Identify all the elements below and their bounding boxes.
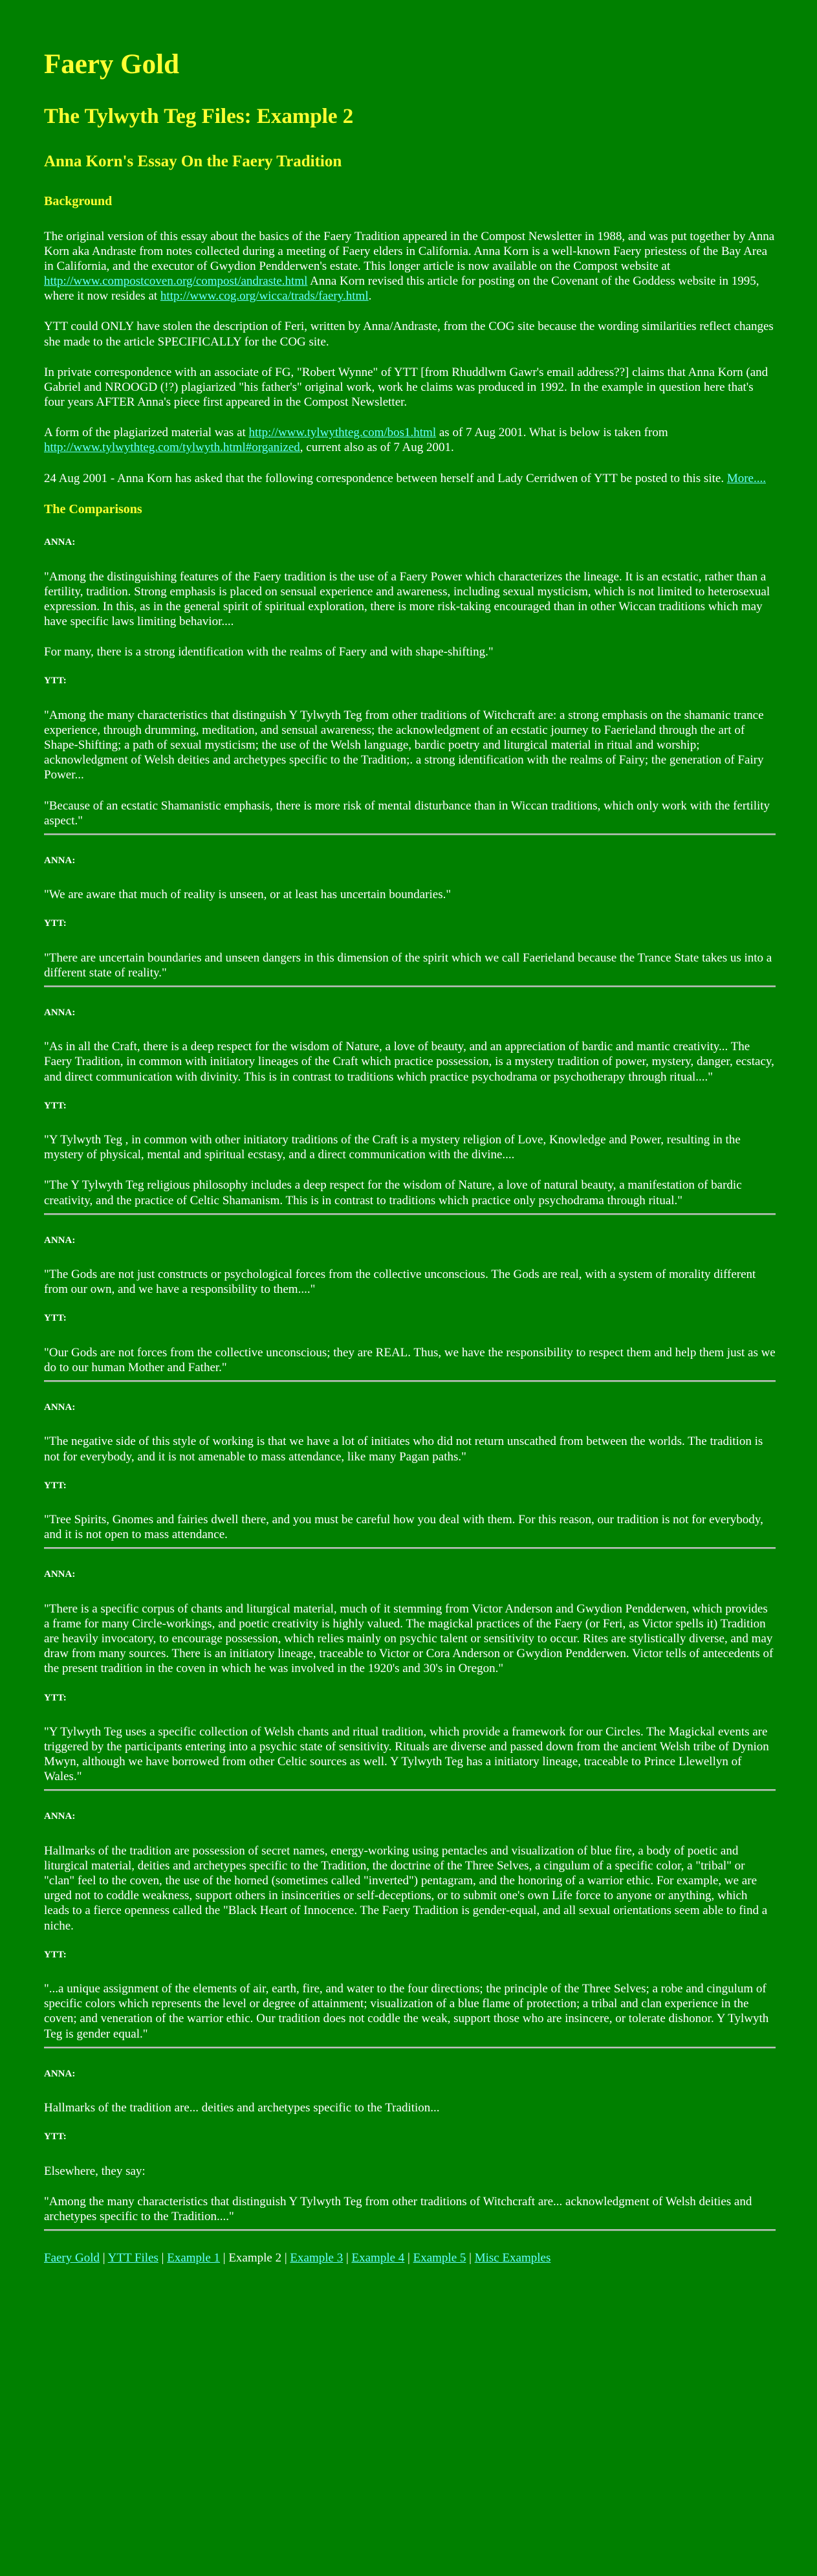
anna-label: ANNA:	[44, 1811, 76, 1822]
ytt-quote: "Our Gods are not forces from the collective unconscious; they are REAL. Thus, we have the responsibility to respect them and help them just as we do to our human Mother and Father."	[44, 1345, 776, 1374]
ytt-label: YTT:	[44, 676, 67, 687]
more-link[interactable]: More....	[726, 471, 766, 485]
anna-quote: Hallmarks of the tradition are... deities and archetypes specific to the Tradition...	[44, 2101, 440, 2115]
nav-faery-gold-link[interactable]: Faery Gold	[44, 2251, 100, 2265]
background-heading: Background	[44, 194, 113, 209]
nav-misc-examples-link[interactable]: Misc Examples	[474, 2251, 551, 2265]
ytt-quote: "Y Tylwyth Teg , in common with other initiatory traditions of the Craft is a mystery religion of Love, Knowledge and Power, resulting in the mystery of physical, mental and spiritual ecstasy, and a direct communication with the divine....	[44, 1133, 741, 1162]
essay-title: Anna Korn's Essay On the Faery Tradition	[44, 152, 342, 170]
ytt-label: YTT:	[44, 1100, 67, 1111]
text: A form of the plagiarized material was at	[44, 426, 249, 440]
anna-quote: "The Gods are not just constructs or psychological forces from the collective unconscious. The Gods are real, with a system of morality different from our own, and we have a responsibility to them...."	[44, 1268, 756, 1297]
cog-link[interactable]: http://www.cog.org/wicca/trads/faery.html	[160, 289, 369, 303]
anna-quote: "There is a specific corpus of chants and liturgical material, much of it stemming from Victor Anderson and Gwydion Pendderwen, which provides a frame for many Circle-workings, and poetic creativity is highly valued. The magickal practices of the Faery (or Feri, as Victor spells it) Tradition are heavily invocatory, to encourage possession, which relies mainly on psychic talent or sensitivity to occur. Rites are stylistically diverse, and may draw from many sources. There is an initiatory lineage, traceable to Victor or Cora Anderson or Gwydion Pendderwen. Victor tells of antecedents of the present tradition in the coven in which he was involved in the 1920's and 30's in Oregon."	[44, 1602, 774, 1676]
anna-quote: "Among the distinguishing features of the Faery tradition is the use of a Faery Power which characterizes the lineage. It is an ecstatic, rather than a fertility, tradition. Strong emphasis is placed on sensual experience and awareness, including sexual mysticism, which is not limited to heterosexual expression. In this, as in the general spirit of spiritual exploration, there is more risk-taking encouraged than in other Wiccan traditions which may have specific laws limiting behavior....	[44, 569, 770, 629]
background-paragraph-1	[44, 229, 776, 304]
ytt-quote: Elsewhere, they say:	[44, 2164, 146, 2178]
tylwythteg-bos-link[interactable]: http://www.tylwythteg.com/bos1.html	[248, 426, 437, 440]
ytt-quote: "Tree Spirits, Gnomes and fairies dwell there, and you must be careful how you deal with them. For this reason, our tradition is not for everybody, and it is not open to mass attendance.	[44, 1513, 763, 1542]
anna-quote: "The negative side of this style of working is that we have a lot of initiates who did not return unscathed from between the worlds. The tradition is not for everybody, and it is not amenable to mass attendance, like many Pagan paths."	[44, 1435, 763, 1464]
nav-example-4-link[interactable]: Example 4	[351, 2251, 405, 2265]
text: .	[368, 289, 372, 303]
tylwythteg-organized-link[interactable]: http://www.tylwythteg.com/tylwyth.html#organized	[44, 441, 300, 455]
comparisons-heading: The Comparisons	[44, 501, 142, 516]
anna-label: ANNA:	[44, 537, 76, 548]
ytt-quote: "...a unique assignment of the elements of air, earth, fire, and water to the four directions; the principle of the Three Selves; a robe and cingulum of specific colors which represents the level or degree of attainment; visualization of a blue flame of protection; a tribal and clan experience in the coven; and veneration of the warrior ethic. Our tradition does not coddle the weak, support those who are insincere, or tolerate dishonor. Y Tylwyth Teg is gender equal."	[44, 1982, 769, 2041]
anna-quote: Hallmarks of the tradition are possession of secret names, energy-working using pentacles and visualization of blue fire, a body of poetic and liturgical material, deities and archetypes specific to the Tradition, the doctrine of the Three Selves, a cingulum of a specific color, a "tribal" or "clan" feel to the coven, the use of the horned (sometimes called "inverted") pentagram, and the honoring of a warrior ethic. For example, we are urged not to coddle weakness, support others in insincerities or self-deceptions, or to submit one's own Life force to anyone or anything, which leads to a fierce openness called the "Black Heart of Innocence. The Faery Tradition is gender-equal, and all sexual orientations seem able to find a niche.	[44, 1844, 768, 1933]
ytt-label: YTT:	[44, 1692, 67, 1703]
anna-quote: "As in all the Craft, there is a deep respect for the wisdom of Nature, a love of beauty, and an appreciation of bardic and mantic creativity... The Faery Tradition, in common with initiatory lineages of the Craft which practice possession, is a mystery tradition of power, mystery, danger, ecstacy, and direct communication with divinity. This is in contrast to traditions which practice psychodrama or psychotherapy through ritual...."	[44, 1040, 774, 1084]
divider	[44, 1547, 776, 1549]
anna-label: ANNA:	[44, 1569, 76, 1580]
background-paragraph-3: In private correspondence with an associate of FG, "Robert Wynne" of YTT [from Rhuddlwm Gawr's email address??] claims that Anna Korn (and Gabriel and NROOGD (!?) plagiarized "his father's" original work, work he claims was produced in 1992. In the example in question here that's four years AFTER Anna's piece first appeared in the Compost Newsletter.	[44, 365, 768, 410]
divider	[44, 833, 776, 835]
ytt-quote: "Among the many characteristics that distinguish Y Tylwyth Teg from other traditions of Witchcraft are... acknowledgment of Welsh deities and archetypes specific to the Tradition...."	[44, 2194, 752, 2223]
anna-label: ANNA:	[44, 2068, 76, 2079]
anna-quote: "We are aware that much of reality is unseen, or at least has uncertain boundaries."	[44, 888, 452, 902]
nav-separator: |	[343, 2251, 352, 2265]
anna-label: ANNA:	[44, 1007, 76, 1018]
nav-example-5-link[interactable]: Example 5	[413, 2251, 466, 2265]
nav-example-3-link[interactable]: Example 3	[290, 2251, 343, 2265]
nav-separator: |	[220, 2251, 229, 2265]
background-paragraph-5	[44, 471, 776, 486]
ytt-label: YTT:	[44, 1949, 67, 1960]
ytt-quote: "There are uncertain boundaries and unseen dangers in this dimension of the spirit which we call Faerieland because the Trance State takes us into a different state of reality."	[44, 951, 772, 980]
site-title: Faery Gold	[44, 49, 179, 80]
footer-nav	[44, 2251, 776, 2265]
divider	[44, 1380, 776, 1382]
nav-ytt-files-link[interactable]: YTT Files	[107, 2251, 158, 2265]
text: The original version of this essay about the basics of the Faery Tradition appeared in the Compost Newsletter in 1988, and was put together by Anna Korn aka Andraste from notes collected during a meeting of Faery elders in California. Anna Korn is a well-known Faery priestess of the Bay Area in California, and the executor of Gwydion Pendderwen's estate. This longer article is now available on the Compost website at	[44, 229, 775, 273]
nav-example-1-link[interactable]: Example 1	[167, 2251, 221, 2265]
ytt-quote: "Among the many characteristics that distinguish Y Tylwyth Teg from other traditions of Witchcraft are: a strong emphasis on the shamanic trance experience, through drumming, meditation, and sensual awareness; the acknowledgment of an ecstatic journey to Faerieland through the art of Shape-Shifting; a path of sexual mysticism; the use of the Welsh language, bardic poetry and liturgical material in ritual and worship; acknowledgment of Welsh deities and archetypes specific to the Tradition;. a strong identification with the realms of Fairy; the generation of Fairy Power...	[44, 708, 764, 782]
ytt-label: YTT:	[44, 1480, 67, 1491]
ytt-quote: "Because of an ecstatic Shamanistic emphasis, there is more risk of mental disturbance than in Wiccan traditions, which only work with the fertility aspect."	[44, 798, 770, 828]
ytt-label: YTT:	[44, 2131, 67, 2142]
nav-separator: |	[404, 2251, 413, 2265]
anna-label: ANNA:	[44, 1402, 76, 1413]
page-subtitle: The Tylwyth Teg Files: Example 2	[44, 105, 354, 129]
divider	[44, 1213, 776, 1215]
nav-example-2-current: Example 2	[228, 2251, 282, 2265]
divider	[44, 985, 776, 987]
ytt-quote: "Y Tylwyth Teg uses a specific collection of Welsh chants and ritual tradition, which provide a framework for our Circles. The Magickal events are triggered by the participants entering into a psychic state of sensitivity. Rituals are diverse and passed down from the ancient Welsh tribe of Dynion Mwyn, although we have borrowed from other Celtic sources as well. Y Tylwyth Teg has a initiatory lineage, traceable to Prince Llewellyn of Wales."	[44, 1724, 769, 1784]
divider	[44, 1789, 776, 1791]
background-paragraph-2: YTT could ONLY have stolen the description of Feri, written by Anna/Andraste, from the COG site because the wording similarities reflect changes she made to the article SPECIFICALLY for the COG site.	[44, 320, 774, 349]
ytt-label: YTT:	[44, 918, 67, 929]
background-paragraph-4	[44, 425, 776, 455]
ytt-quote: "The Y Tylwyth Teg religious philosophy includes a deep respect for the wisdom of Nature, a love of natural beauty, a manifestation of bardic creativity, and the practice of Celtic Shamanism. This is in contrast to traditions which practice only psychodrama through ritual."	[44, 1178, 742, 1207]
text: , current also as of 7 Aug 2001.	[300, 441, 454, 455]
nav-separator: |	[158, 2251, 168, 2265]
divider	[44, 2047, 776, 2049]
text: as of 7 Aug 2001. What is below is taken from	[436, 426, 668, 440]
anna-quote: For many, there is a strong identification with the realms of Faery and with shape-shifting."	[44, 645, 494, 659]
nav-separator: |	[466, 2251, 475, 2265]
ytt-label: YTT:	[44, 1313, 67, 1324]
nav-separator: |	[281, 2251, 290, 2265]
anna-label: ANNA:	[44, 855, 76, 866]
anna-label: ANNA:	[44, 1235, 76, 1246]
text: Anna Korn revised this article for posting on the Covenant of the Goddess website in 1995, where it now resides at	[44, 274, 759, 303]
text: 24 Aug 2001 - Anna Korn has asked that the following correspondence between herself and Lady Cerridwen of YTT be posted to this site.	[44, 471, 727, 485]
compost-link[interactable]: http://www.compostcoven.org/compost/andraste.html	[44, 274, 308, 289]
nav-separator: |	[100, 2251, 108, 2265]
divider	[44, 2229, 776, 2231]
